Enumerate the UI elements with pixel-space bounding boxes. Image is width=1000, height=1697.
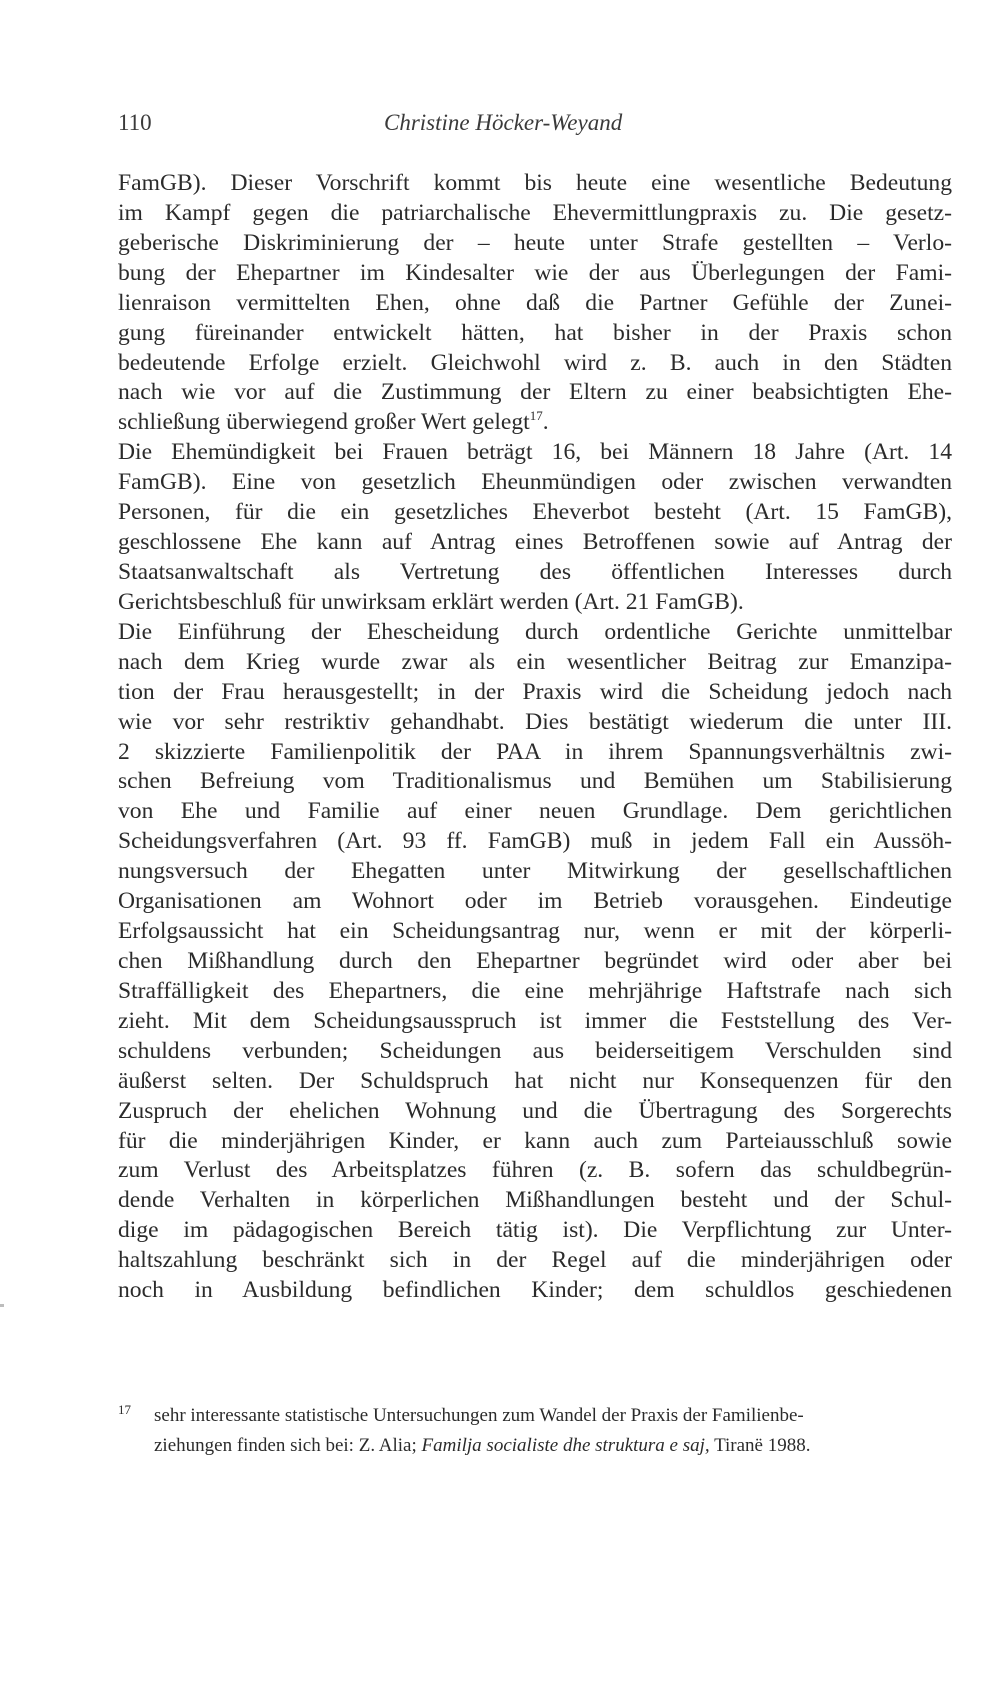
body-text — [118, 169, 952, 1306]
body-line: Staatsanwaltschaft als Vertretung des öffentlichen Interesses durch — [118, 558, 952, 585]
body-line: Erfolgsaussicht hat ein Scheidungsantrag nur, wenn er mit der körperli- — [118, 918, 952, 945]
body-line: lienraison vermittelten Ehen, ohne daß die Partner Gefühle der Zunei- — [118, 289, 952, 316]
body-line: Organisationen am Wohnort oder im Betrieb vorausgehen. Eindeutige — [118, 888, 952, 915]
body-line: geschlossene Ehe kann auf Antrag eines Betroffenen sowie auf Antrag der — [118, 529, 952, 556]
body-line: nach dem Krieg wurde zwar als ein wesentlicher Beitrag zur Emanzipa- — [118, 648, 952, 675]
body-line: gung füreinander entwickelt hätten, hat bisher in der Praxis schon — [118, 319, 952, 346]
body-line: von Ehe und Familie auf einer neuen Grundlage. Dem gerichtlichen — [118, 798, 952, 825]
footnote — [118, 1401, 952, 1461]
footnote-line — [118, 1431, 952, 1461]
body-line: schuldens verbunden; Scheidungen aus beiderseitigem Verschulden sind — [118, 1037, 952, 1064]
body-line: nungsversuch der Ehegatten unter Mitwirkung der gesellschaftlichen — [118, 858, 952, 885]
body-line — [118, 408, 952, 438]
body-line: tion der Frau herausgestellt; in der Praxis wird die Scheidung jedoch nach — [118, 678, 952, 705]
body-line: geberische Diskriminierung der – heute unter Strafe gestellten – Verlo- — [118, 229, 952, 256]
body-line: Straffälligkeit des Ehepartners, die eine mehrjährige Haftstrafe nach sich — [118, 977, 952, 1004]
footnote-line: 17 sehr interessante statistische Untersuchungen zum Wandel der Praxis der Familienbe- — [118, 1402, 804, 1426]
body-line: schen Befreiung vom Traditionalismus und Bemühen um Stabilisierung — [118, 768, 952, 795]
body-line: zum Verlust des Arbeitsplatzes führen (z. B. sofern das schuldbegrün- — [118, 1157, 952, 1184]
footnote-text: sehr interessante statistische Untersuchungen zum Wandel der Praxis der Familienbe- — [154, 1405, 804, 1426]
page-number: 110 — [118, 110, 152, 135]
margin-mark — [0, 1304, 4, 1307]
body-line: noch in Ausbildung befindlichen Kinder; dem schuldlos geschiedenen — [118, 1277, 952, 1304]
body-line: Die Ehemündigkeit bei Frauen beträgt 16, bei Männern 18 Jahre (Art. 14 — [118, 439, 952, 466]
body-line: nach wie vor auf die Zustimmung der Eltern zu einer beabsichtigten Ehe- — [118, 379, 952, 406]
body-line: chen Mißhandlung durch den Ehepartner begründet wird oder aber bei — [118, 947, 952, 974]
body-line-text: schließung überwiegend großer Wert gelegt — [118, 409, 530, 436]
body-line: bedeutende Erfolge erzielt. Gleichwohl wird z. B. auch in den Städten — [118, 349, 952, 376]
running-head: Christine Höcker-Weyand — [384, 110, 623, 135]
body-line: wie vor sehr restriktiv gehandhabt. Dies bestätigt wiederum die unter III. — [118, 708, 952, 735]
body-line: im Kampf gegen die patriarchalische Ehevermittlungpraxis zu. Die gesetz- — [118, 199, 952, 226]
body-line: Scheidungsverfahren (Art. 93 ff. FamGB) muß in jedem Fall ein Aussöh- — [118, 828, 952, 855]
body-line: Zuspruch der ehelichen Wohnung und die Übertragung des Sorgerechts — [118, 1097, 952, 1124]
body-line: zieht. Mit dem Scheidungsausspruch ist immer die Feststellung des Ver- — [118, 1007, 952, 1034]
body-line: Die Einführung der Ehescheidung durch ordentliche Gerichte unmittelbar — [118, 618, 952, 645]
body-line: für die minderjährigen Kinder, er kann auch zum Parteiausschluß sowie — [118, 1127, 952, 1154]
footnote-reference: 17 — [529, 408, 543, 424]
body-line: haltszahlung beschränkt sich in der Regel auf die minderjährigen oder — [118, 1247, 952, 1274]
footnote-text: Tiranë 1988. — [709, 1435, 811, 1456]
body-line: äußerst selten. Der Schuldspruch hat nicht nur Konsequenzen für den — [118, 1067, 952, 1094]
body-line: Gerichtsbeschluß für unwirksam erklärt werden (Art. 21 FamGB). — [118, 588, 744, 615]
body-line: 2 skizzierte Familienpolitik der PAA in ihrem Spannungsverhältnis zwi- — [118, 738, 952, 765]
footnote-text: ziehungen finden sich bei: Z. Alia; — [154, 1435, 422, 1456]
body-line: FamGB). Eine von gesetzlich Eheunmündigen oder zwischen verwandten — [118, 469, 952, 496]
body-line: dige im pädagogischen Bereich tätig ist). Die Verpflichtung zur Unter- — [118, 1217, 952, 1244]
sentence-end: . — [542, 409, 549, 436]
body-line: FamGB). Dieser Vorschrift kommt bis heute eine wesentliche Bedeutung — [118, 170, 952, 196]
cited-title: Familja socialiste dhe struktura e saj, — [421, 1435, 710, 1456]
body-line: dende Verhalten in körperlichen Mißhandlungen besteht und der Schul- — [118, 1187, 952, 1214]
body-line: Personen, für die ein gesetzliches Eheverbot besteht (Art. 15 FamGB), — [118, 499, 952, 526]
body-line: bung der Ehepartner im Kindesalter wie der aus Überlegungen der Fami- — [118, 259, 952, 286]
